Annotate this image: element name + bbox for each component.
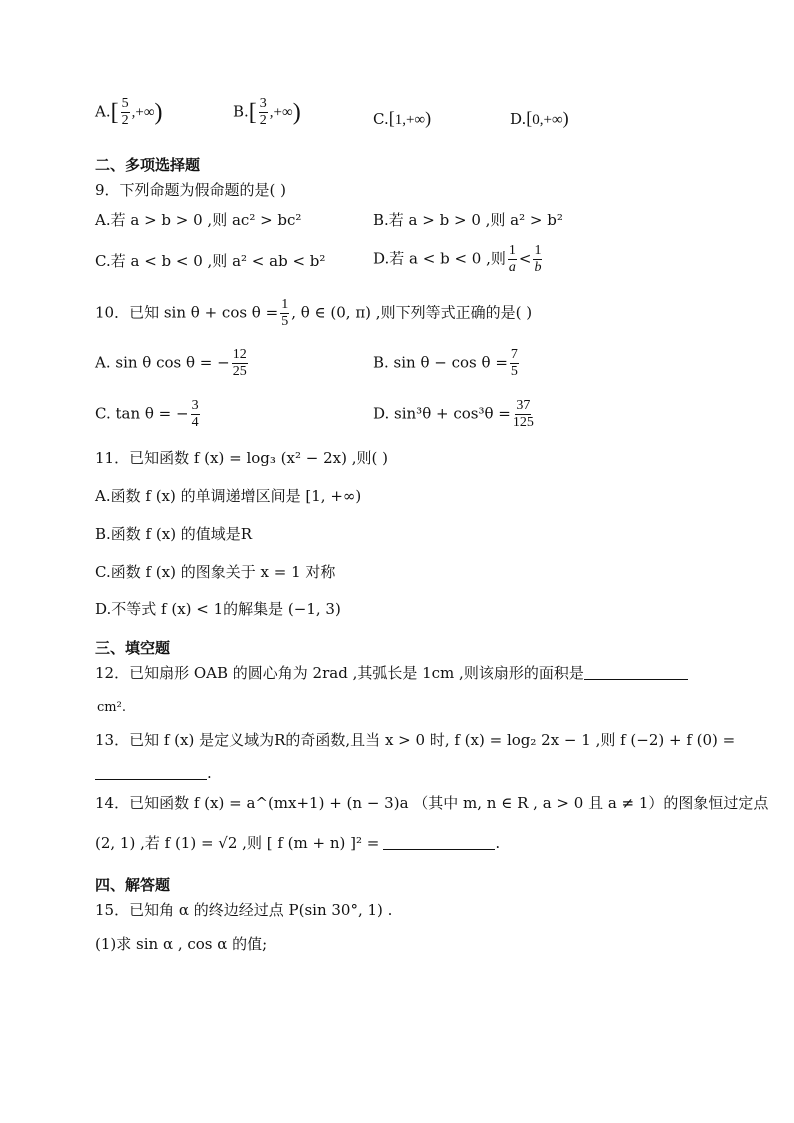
q10-option-d: D. sin³θ + cos³θ = $\frac{37}{125}$ <box>373 398 534 430</box>
fraction: $\frac{1}{5}$ <box>281 297 289 329</box>
q8-option-c: C.[1,+∞) <box>373 108 432 128</box>
q9-option-d: D.若 a < b < 0 ,则 $\frac{1}{a}$ < $\frac{1}{b}$ <box>373 243 542 275</box>
bracket-left: [ <box>248 99 257 126</box>
fraction: $\frac{3}{2}$ <box>259 96 267 128</box>
q11-option-d: D.不等式 f (x) < 1的解集是 (−1, 3) <box>95 600 341 618</box>
q10-option-a: A. sin θ cos θ = − $\frac{12}{25}$ <box>95 347 247 379</box>
q11-stem: 11．已知函数 f (x) = log₃ (x² − 2x) ,则( ) <box>95 449 388 467</box>
answer-blank[interactable] <box>95 778 207 780</box>
answer-blank[interactable] <box>584 678 688 680</box>
q10-stem: 10．已知 sin θ + cos θ = $\frac{1}{5}$ , θ ∈ (0, π) ,则下列等式正确的是( ) <box>95 297 533 329</box>
q11-option-c: C.函数 f (x) 的图象关于 x = 1 对称 <box>95 563 336 581</box>
q13-line1: 13．已知 f (x) 是定义域为R的奇函数,且当 x > 0 时, f (x) = log₂ 2x − 1 ,则 f (−2) + f (0) = <box>95 731 736 749</box>
section-heading-solutions: 四、解答题 <box>95 876 171 894</box>
paren-right: ) <box>292 99 301 126</box>
q9-option-a: A.若 a > b > 0 ,则 ac² > bc² <box>95 211 302 229</box>
bracket-left: [ <box>110 99 119 126</box>
q8-option-d: D.[0,+∞) <box>510 108 569 128</box>
q11-option-a: A.函数 f (x) 的单调递增区间是 [1, +∞) <box>95 487 362 505</box>
fraction: $\frac{5}{2}$ <box>121 96 129 128</box>
q8-option-a: A.[ $\frac{5}{2}$ ,+∞) <box>95 96 163 128</box>
q12-line2: cm². <box>97 700 126 715</box>
q12-line1: 12．已知扇形 OAB 的圆心角为 2rad ,其弧长是 1cm ,则该扇形的面积是 <box>95 666 688 681</box>
q13-line2: . <box>95 766 212 781</box>
paren-right: ) <box>154 99 163 126</box>
q14-line2: (2, 1) ,若 f (1) = √2 ,则 [ f (m + n) ]² = . <box>95 834 501 852</box>
fraction: $\frac{1}{a}$ <box>508 243 516 275</box>
q9-option-b: B.若 a > b > 0 ,则 a² > b² <box>373 211 563 229</box>
section-heading-multiple-choice: 二、多项选择题 <box>95 156 201 174</box>
q10-option-c: C. tan θ = − $\frac{3}{4}$ <box>95 398 199 430</box>
q15-part1: (1)求 sin α , cos α 的值; <box>95 935 268 953</box>
fraction: $\frac{12}{25}$ <box>232 347 247 379</box>
q8-option-b: B.[ $\frac{3}{2}$ ,+∞) <box>233 96 301 128</box>
q11-option-b: B.函数 f (x) 的值域是R <box>95 525 253 543</box>
fraction: $\frac{37}{125}$ <box>512 398 534 430</box>
q15-stem: 15．已知角 α 的终边经过点 P(sin 30°, 1) . <box>95 901 393 919</box>
answer-blank[interactable] <box>383 848 495 850</box>
q10-option-b: B. sin θ − cos θ = $\frac{7}{5}$ <box>373 347 518 379</box>
fraction: $\frac{7}{5}$ <box>510 347 518 379</box>
fraction: $\frac{1}{b}$ <box>534 243 542 275</box>
section-heading-fill-in: 三、填空题 <box>95 639 171 657</box>
q14-line1: 14．已知函数 f (x) = a^(mx+1) + (n − 3)a （其中 m, n ∈ R , a > 0 且 a ≠ 1）的图象恒过定点 <box>95 794 769 812</box>
q9-stem: 9．下列命题为假命题的是( ) <box>95 181 287 199</box>
q9-option-c: C.若 a < b < 0 ,则 a² < ab < b² <box>95 252 326 270</box>
fraction: $\frac{3}{4}$ <box>191 398 199 430</box>
